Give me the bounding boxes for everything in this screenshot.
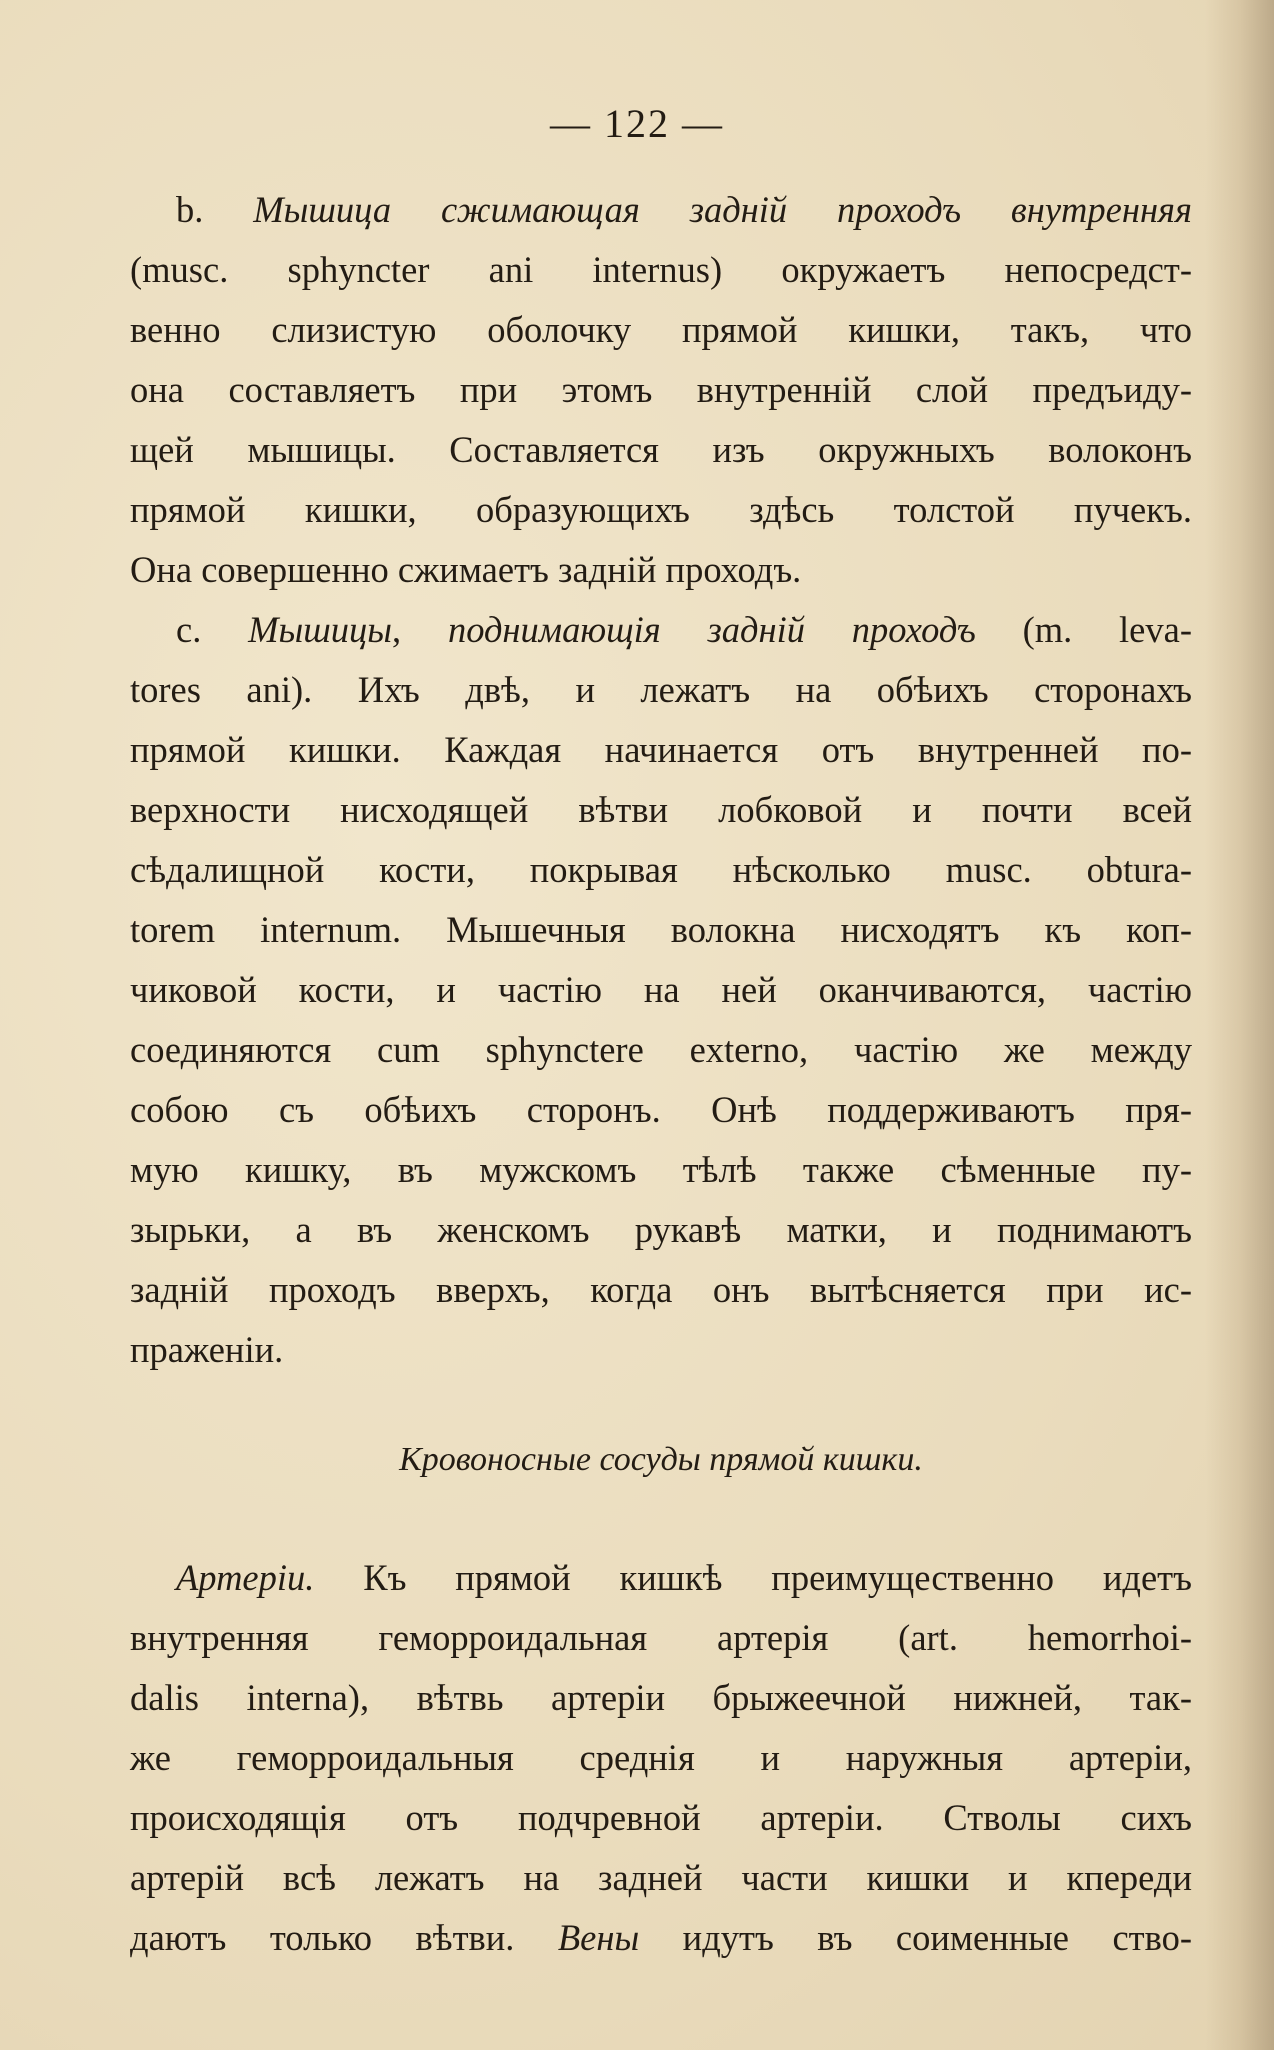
text-line: происходящія отъ подчревной артеріи. Стволы сихъ (130, 1797, 1192, 1838)
para-art-first-line (130, 1548, 1192, 1608)
text-line: щей мышицы. Составляется изъ окружныхъ волоконъ (130, 429, 1192, 470)
para-c-first-rest: (m. leva- (1022, 609, 1192, 650)
text-line: верхности нисходящей вѣтви лобковой и почти всей (130, 789, 1192, 830)
para-art-last-post: идутъ въ соименные ство- (682, 1917, 1192, 1958)
text-line: Она совершенно сжимаетъ задній проходъ. (130, 549, 802, 590)
text-line: артерій всѣ лежатъ на задней части кишки и кпереди (130, 1857, 1192, 1898)
text-line: tores ani). Ихъ двѣ, и лежатъ на обѣихъ сторонахъ (130, 669, 1192, 710)
text-line: венно слизистую оболочку прямой кишки, такъ, что (130, 309, 1192, 350)
text-line: прямой кишки. Каждая начинается отъ внутренней по- (130, 729, 1192, 770)
para-art-last-italic: Вены (557, 1917, 640, 1958)
para-b-first-line (130, 180, 1192, 240)
para-art-title: Артеріи. (176, 1557, 315, 1598)
para-c-marker: c. (176, 609, 202, 650)
para-c-title-2: поднимающія задній проходъ (447, 609, 976, 650)
text-line: соединяются cum sphynctere externo, частію же между (130, 1029, 1192, 1070)
text-line: dalis interna), вѣтвь артеріи брыжеечной нижней, так- (130, 1677, 1192, 1718)
text-line: задній проходъ вверхъ, когда онъ вытѣсняется при ис- (130, 1269, 1192, 1310)
text-line: torem internum. Мышечныя волокна нисходятъ къ коп- (130, 909, 1192, 950)
para-c-first-line (130, 600, 1192, 660)
text-line: внутренняя геморроидальная артерія (art. hemorrhoi- (130, 1617, 1192, 1658)
para-b-marker: b. (176, 189, 204, 230)
page-number: — 122 — (550, 101, 724, 146)
para-b-title: Мышица сжимающая задній проходъ внутренняя (253, 189, 1192, 230)
text-line: же геморроидальныя среднія и наружныя артеріи, (130, 1737, 1192, 1778)
text-line: зырьки, а въ женскомъ рукавѣ матки, и поднимаютъ (130, 1209, 1192, 1250)
section-heading: Кровоносные сосуды прямой кишки. (399, 1441, 923, 1478)
para-c-title-1: Мышицы (248, 609, 393, 650)
text-line: (musc. sphyncter ani internus) окружаетъ непосредст- (130, 249, 1192, 290)
para-c-sep: , (392, 609, 402, 650)
text-line: прямой кишки, образующихъ здѣсь толстой пучекъ. (130, 489, 1192, 530)
text-line: собою съ обѣихъ сторонъ. Онѣ поддерживаютъ пря- (130, 1089, 1192, 1130)
para-art-first-rest: Къ прямой кишкѣ преимущественно идетъ (363, 1557, 1192, 1598)
text-line: чиковой кости, и частію на ней оканчиваются, частію (130, 969, 1192, 1010)
body-text (130, 180, 1192, 1968)
text-line: сѣдалищной кости, покрывая нѣсколько musc. obtura- (130, 849, 1192, 890)
text-line: она составляетъ при этомъ внутренній слой предъиду- (130, 369, 1192, 410)
para-art-last-line (130, 1908, 1192, 1968)
text-line: мую кишку, въ мужскомъ тѣлѣ также сѣменные пу- (130, 1149, 1192, 1190)
para-art-last-pre: даютъ только вѣтви. (130, 1917, 515, 1958)
text-line: праженіи. (130, 1329, 284, 1370)
